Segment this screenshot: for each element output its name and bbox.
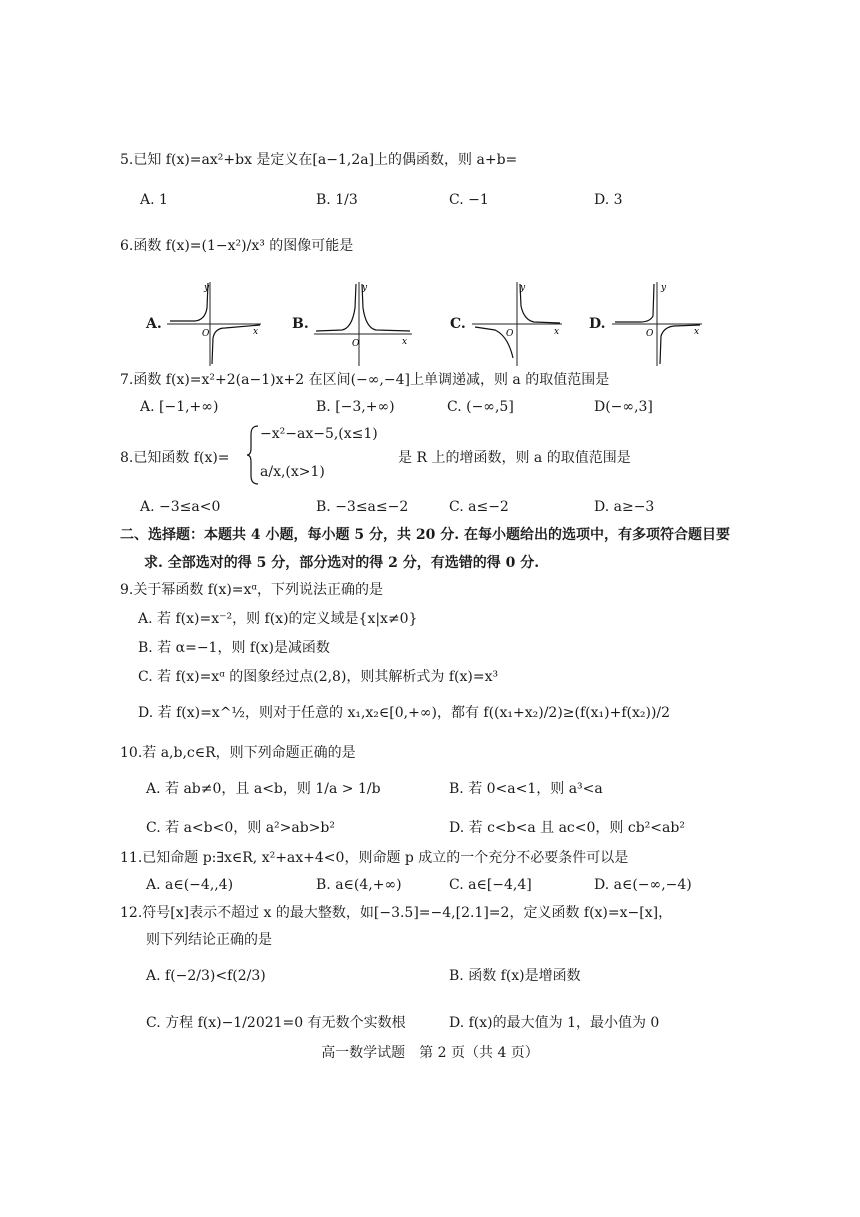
q8-stem-suffix: 是 R 上的增函数，则 a 的取值范围是 — [398, 450, 631, 466]
q12-option-b: B. 函数 f(x)是增函数 — [449, 968, 581, 984]
q6-graph-c-label: C. — [450, 316, 466, 332]
q12-stem-line-1: 12.符号[x]表示不超过 x 的最大整数，如[−3.5]=−4,[2.1]=2，定义函数 f(x)=x−[x]， — [120, 905, 673, 921]
q5-option-a: A. 1 — [140, 192, 168, 208]
q6-graph-c-x-label: x — [554, 327, 560, 337]
q9-stem: 9.关于幂函数 f(x)=xᵅ，下列说法正确的是 — [120, 582, 384, 598]
q9-option-d: D. 若 f(x)=x^½，则对于任意的 x₁,x₂∈[0,+∞)，都有 f((x₁+x₂)/2)≥(f(x₁)+f(x₂))/2 — [138, 705, 671, 721]
q9-option-b: B. 若 α=−1，则 f(x)是减函数 — [138, 640, 330, 656]
q5-option-b: B. 1/3 — [316, 192, 358, 208]
q7-option-a: A. [−1,+∞) — [140, 399, 219, 415]
q6-graph-b-y-label: y — [362, 283, 368, 293]
q10-option-c: C. 若 a<b<0，则 a²>ab>b² — [146, 820, 335, 836]
q10-stem: 10.若 a,b,c∈R，则下列命题正确的是 — [120, 745, 356, 761]
q12-option-d: D. f(x)的最大值为 1，最小值为 0 — [449, 1015, 660, 1031]
q8-option-c: C. a≤−2 — [449, 499, 509, 515]
q5-option-c: C. −1 — [449, 192, 489, 208]
q6-stem: 6.函数 f(x)=(1−x²)/x³ 的图像可能是 — [120, 238, 354, 254]
page-footer: 高一数学试题 第 2 页（共 4 页） — [321, 1045, 539, 1061]
q11-option-d: D. a∈(−∞,−4) — [594, 877, 692, 893]
q8-option-a: A. −3≤a<0 — [140, 499, 221, 515]
q6-graph-d — [610, 278, 706, 368]
q8-brace — [246, 424, 260, 486]
q11-option-a: A. a∈(−4,,4) — [146, 877, 234, 893]
q9-option-a: A. 若 f(x)=x⁻²，则 f(x)的定义域是{x|x≠0} — [138, 611, 418, 627]
q10-option-a: A. 若 ab≠0，且 a<b，则 1/a > 1/b — [146, 781, 381, 797]
q5-option-d: D. 3 — [594, 192, 623, 208]
q5-stem: 5.已知 f(x)=ax²+bx 是定义在[a−1,2a]上的偶函数，则 a+b= — [120, 152, 518, 168]
q7-option-b: B. [−3,+∞) — [316, 399, 395, 415]
q12-option-a: A. f(−2/3)<f(2/3) — [146, 968, 266, 984]
q6-graph-b — [312, 278, 416, 368]
q7-stem: 7.函数 f(x)=x²+2(a−1)x+2 在区间(−∞,−4]上单调递减，则 a 的取值范围是 — [120, 372, 610, 388]
q11-option-b: B. a∈(4,+∞) — [316, 877, 402, 893]
q6-graph-d-origin-label: O — [646, 329, 654, 339]
q11-stem: 11.已知命题 p:∃x∈R, x²+ax+4<0，则命题 p 成立的一个充分不必要条件可以是 — [120, 850, 629, 866]
q6-graph-a-x-label: x — [253, 327, 259, 337]
q6-graph-b-label: B. — [292, 316, 309, 332]
q8-option-d: D. a≥−3 — [594, 499, 655, 515]
q6-graph-c-origin-label: O — [506, 329, 514, 339]
q10-option-d: D. 若 c<b<a 且 ac<0，则 cb²<ab² — [449, 820, 685, 836]
q12-stem-line-2: 则下列结论正确的是 — [146, 932, 272, 948]
section-2-instructions-line-2: 求. 全部选对的得 5 分，部分选对的得 2 分，有选错的得 0 分. — [144, 555, 540, 571]
q11-option-c: C. a∈[−4,4] — [449, 877, 532, 893]
q6-graph-c-y-label: y — [520, 283, 526, 293]
q6-graph-b-x-label: x — [402, 337, 408, 347]
q8-piece-2: a/x,(x>1) — [260, 464, 325, 480]
q6-graph-a-origin-label: O — [202, 329, 210, 339]
q10-option-b: B. 若 0<a<1，则 a³<a — [449, 781, 603, 797]
q6-graph-d-y-label: y — [661, 283, 667, 293]
q12-option-c: C. 方程 f(x)−1/2021=0 有无数个实数根 — [146, 1015, 406, 1031]
q6-graph-a — [165, 278, 265, 368]
q9-option-c: C. 若 f(x)=xᵅ 的图象经过点(2,8)，则其解析式为 f(x)=x³ — [138, 669, 499, 685]
q8-stem-prefix: 8.已知函数 f(x)= — [120, 450, 230, 466]
q6-graph-d-x-label: x — [694, 327, 700, 337]
q8-piece-1: −x²−ax−5,(x≤1) — [260, 426, 378, 442]
q6-graph-a-y-label: y — [204, 283, 210, 293]
q7-option-d: D(−∞,3] — [594, 399, 653, 415]
q6-graph-c — [470, 278, 566, 368]
q6-graph-d-label: D. — [589, 316, 606, 332]
q6-graph-b-origin-label: O — [352, 339, 360, 349]
q6-graph-a-label: A. — [146, 316, 162, 332]
q8-option-b: B. −3≤a≤−2 — [316, 499, 409, 515]
q7-option-c: C. (−∞,5] — [447, 399, 514, 415]
section-2-instructions-line-1: 二、选择题：本题共 4 小题，每小题 5 分，共 20 分. 在每小题给出的选项中，有多项符合题目要 — [120, 527, 730, 543]
